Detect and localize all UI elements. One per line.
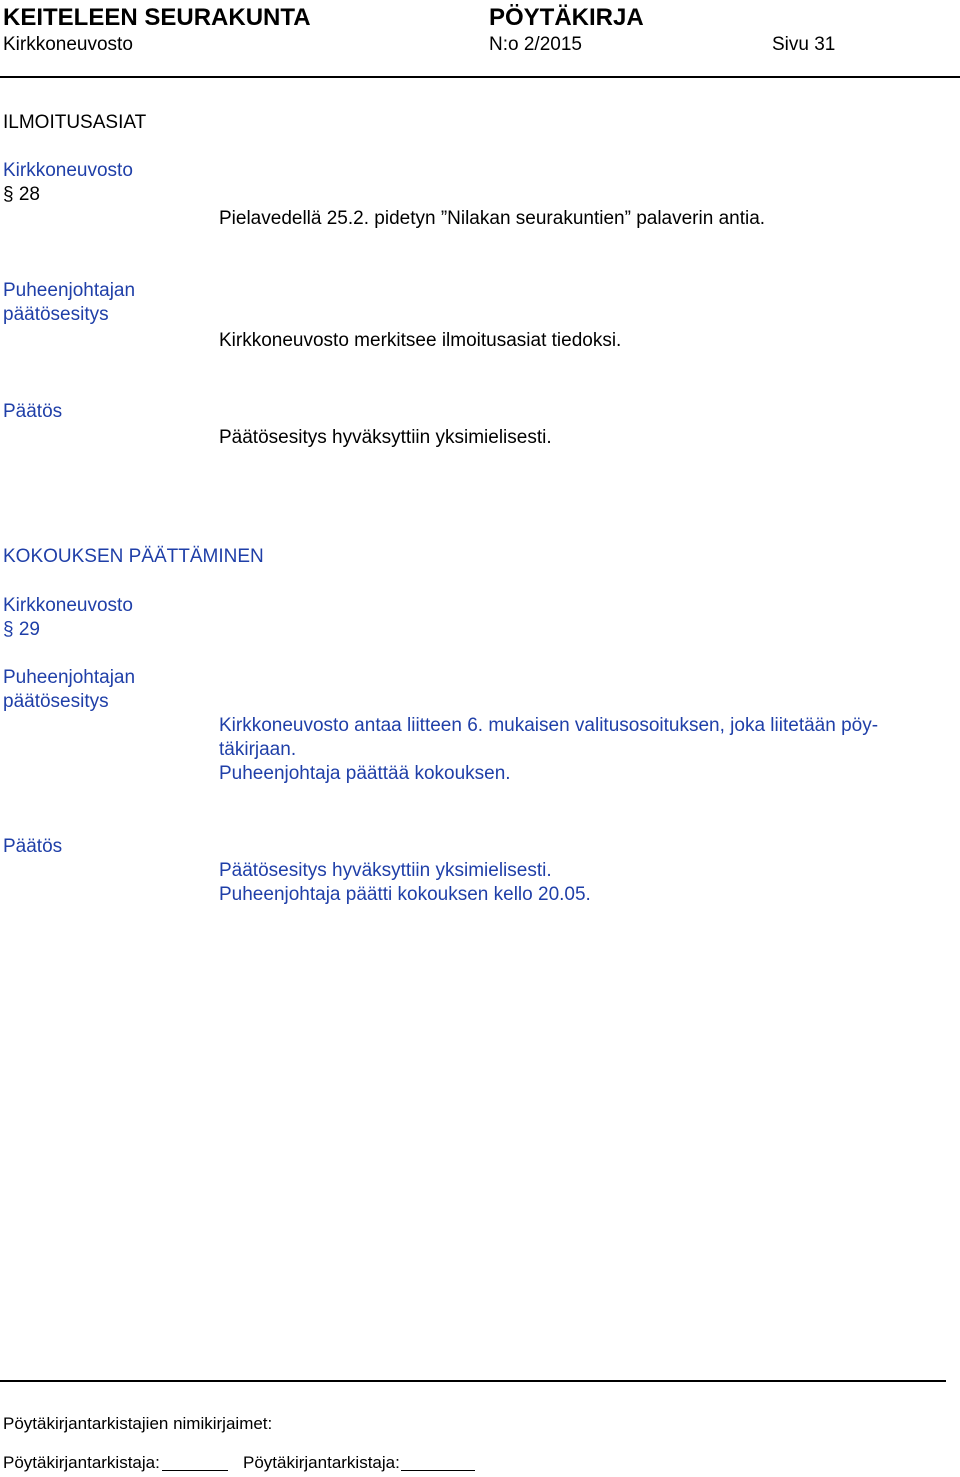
footer-divider (0, 1380, 946, 1382)
document-number: N:o 2/2015 (489, 34, 582, 55)
paragraph-number: § 28 (3, 184, 40, 205)
checker-label: Pöytäkirjantarkistaja: (3, 1453, 160, 1472)
proposal-label: päätösesitys (3, 304, 109, 325)
intro-text: Pielavedellä 25.2. pidetyn ”Nilakan seurakuntien” palaverin antia. (219, 208, 766, 229)
section-title: KOKOUKSEN PÄÄTTÄMINEN (3, 546, 264, 567)
proposal-label: Puheenjohtajan (3, 667, 136, 688)
proposal-text: Puheenjohtaja päättää kokouksen. (219, 763, 511, 784)
section-title: ILMOITUSASIAT (3, 112, 147, 133)
header-divider (0, 76, 960, 78)
signature-line (401, 1470, 475, 1471)
decision-text: Päätösesitys hyväksyttiin yksimielisesti. (219, 427, 552, 448)
body-name: Kirkkoneuvosto (3, 34, 133, 55)
decision-label: Päätös (3, 401, 63, 422)
signature-line (162, 1470, 228, 1471)
section-body-label: Kirkkoneuvosto (3, 595, 133, 616)
initials-label: Pöytäkirjantarkistajien nimikirjaimet: (3, 1414, 273, 1433)
page-number: Sivu 31 (772, 34, 836, 55)
paragraph-number: § 29 (3, 619, 40, 640)
proposal-label: päätösesitys (3, 691, 109, 712)
document-type: PÖYTÄKIRJA (489, 4, 644, 31)
checker-label: Pöytäkirjantarkistaja: (243, 1453, 400, 1472)
decision-label: Päätös (3, 836, 63, 857)
decision-text: Päätösesitys hyväksyttiin yksimielisesti. (219, 860, 552, 881)
decision-text: Puheenjohtaja päätti kokouksen kello 20.05. (219, 884, 591, 905)
section-body-label: Kirkkoneuvosto (3, 160, 133, 181)
org-name: KEITELEEN SEURAKUNTA (3, 4, 311, 31)
proposal-label: Puheenjohtajan (3, 280, 136, 301)
proposal-text: Kirkkoneuvosto antaa liitteen 6. mukaisen valitusosoituksen, joka liitetään pöy- (219, 715, 879, 736)
proposal-text: Kirkkoneuvosto merkitsee ilmoitusasiat tiedoksi. (219, 330, 622, 351)
proposal-text: täkirjaan. (219, 739, 297, 760)
